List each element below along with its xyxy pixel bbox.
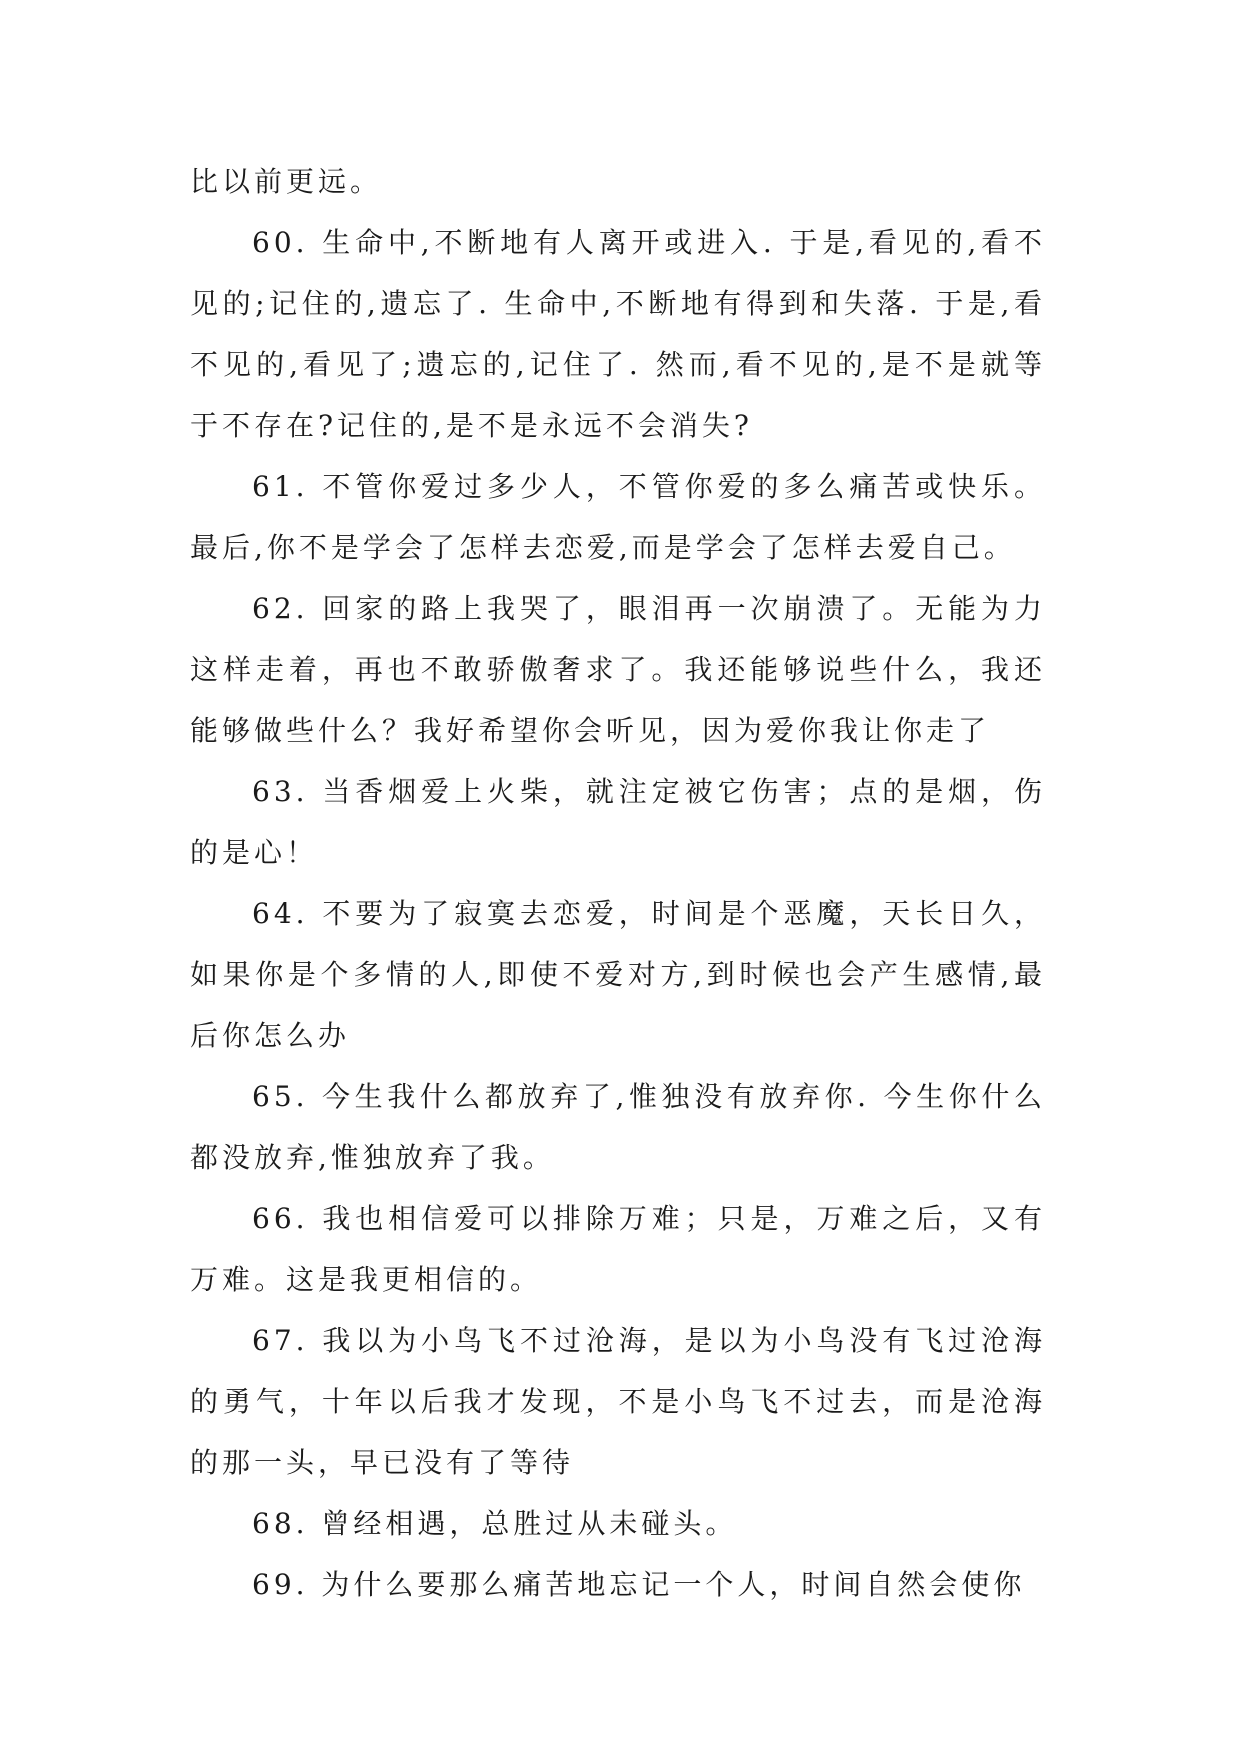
- paragraph-item-69: 69. 为什么要那么痛苦地忘记一个人，时间自然会使你: [252, 1568, 1026, 1601]
- paragraph-item-64: 64. 不要为了寂寞去恋爱，时间是个恶魔，天长日久，如果你是个多情的人,即使不爱对方,到时候也会产生感情,最后你怎么办: [190, 897, 1046, 1052]
- paragraph-item-62: 62. 回家的路上我哭了，眼泪再一次崩溃了。无能为力这样走着，再也不敢骄傲奢求了。我还能够说些什么，我还能够做些什么？我好希望你会听见，因为爱你我让你走了: [190, 592, 1046, 747]
- paragraph-item-61: 61. 不管你爱过多少人，不管你爱的多么痛苦或快乐。最后,你不是学会了怎样去恋爱,而是学会了怎样去爱自己。: [190, 470, 1046, 564]
- paragraph-item-63: 63. 当香烟爱上火柴，就注定被它伤害；点的是烟，伤的是心！: [190, 775, 1046, 869]
- paragraph-item-60: 60. 生命中,不断地有人离开或进入. 于是,看见的,看不见的;记住的,遗忘了. 生命中,不断地有得到和失落. 于是,看不见的,看见了;遗忘的,记住了. 然而,看不见的,是不是就等于不存在?记住的,是不是永远不会消失?: [190, 226, 1046, 442]
- document-body: [190, 151, 1046, 1615]
- paragraph-item-65: 65. 今生我什么都放弃了,惟独没有放弃你. 今生你什么都没放弃,惟独放弃了我。: [190, 1080, 1046, 1174]
- paragraph-item-66: 66. 我也相信爱可以排除万难；只是，万难之后，又有万难。这是我更相信的。: [190, 1202, 1046, 1296]
- paragraph-item-67: 67. 我以为小鸟飞不过沧海，是以为小鸟没有飞过沧海的勇气，十年以后我才发现，不是小鸟飞不过去，而是沧海的那一头，早已没有了等待: [190, 1324, 1046, 1479]
- paragraph-continuation: 比以前更远。: [190, 165, 383, 198]
- paragraph-item-68: 68. 曾经相遇，总胜过从未碰头。: [252, 1507, 738, 1540]
